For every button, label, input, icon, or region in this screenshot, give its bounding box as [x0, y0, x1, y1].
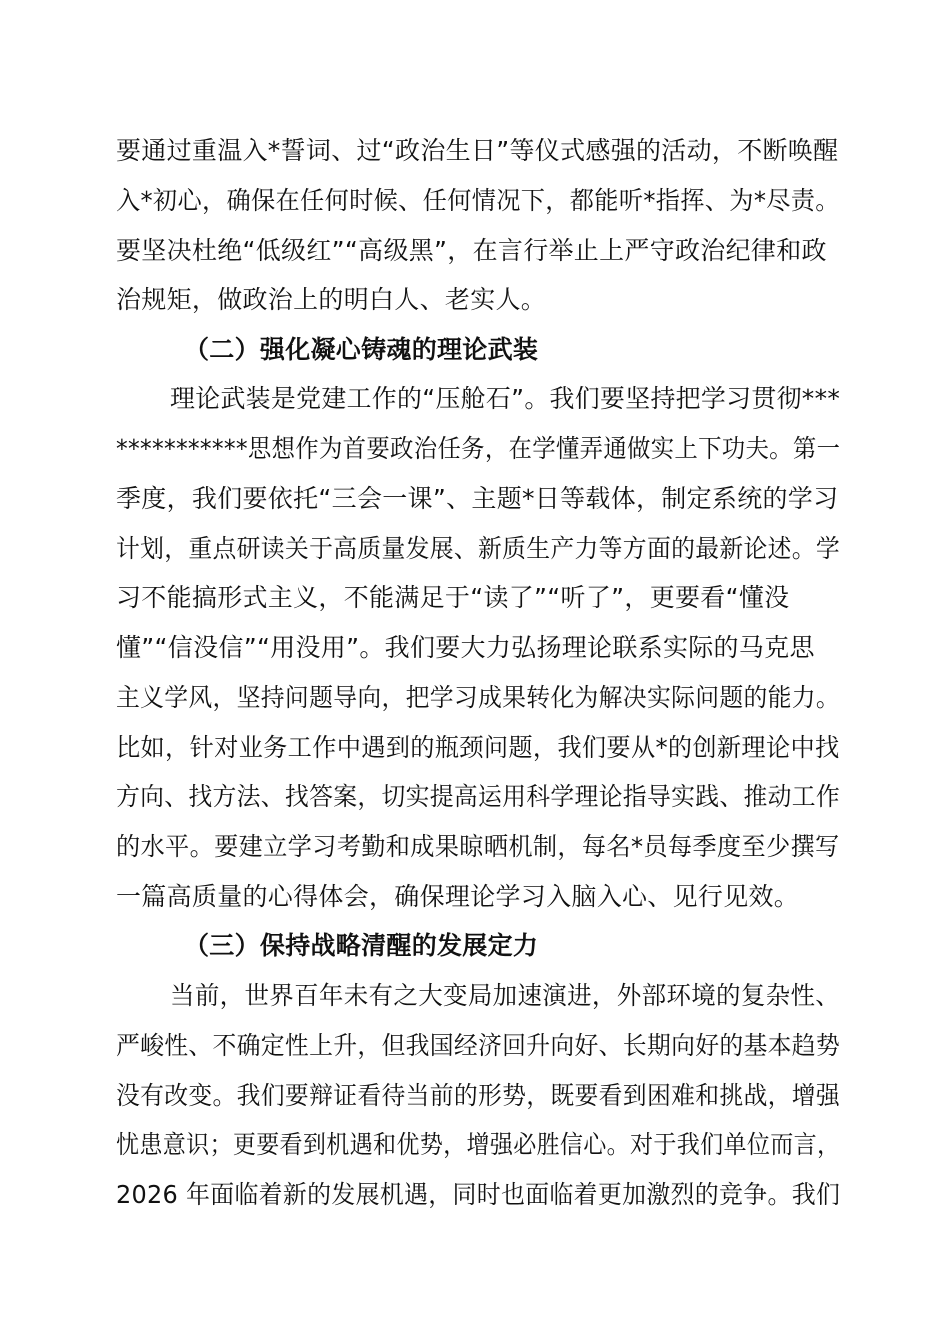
- body-text-line: 2026 年面临着新的发展机遇，同时也面临着更加激烈的竞争。我们: [116, 1180, 841, 1209]
- body-text-line: 当前，世界百年未有之大变局加速演进，外部环境的复杂性、: [170, 981, 841, 1010]
- body-text-line: 要坚决杜绝“低级红”“高级黑”，在言行举止上严守政治纪律和政: [116, 236, 827, 265]
- body-text-line: 治规矩，做政治上的明白人、老实人。: [116, 285, 547, 314]
- body-text-line: 要通过重温入*誓词、过“政治生日”等仪式感强的活动，不断唤醒: [116, 136, 839, 165]
- body-text-line: 计划，重点研读关于高质量发展、新质生产力等方面的最新论述。学: [116, 534, 841, 563]
- body-text-line: 入*初心，确保在任何时候、任何情况下，都能听*指挥、为*尽责。: [116, 186, 840, 215]
- body-text-line: ***********思想作为首要政治任务，在学懂弄通做实上下功夫。第一: [116, 434, 841, 463]
- body-text-line: 忧患意识；更要看到机遇和优势，增强必胜信心。对于我们单位而言，: [116, 1130, 841, 1159]
- section-heading: （二）强化凝心铸魂的理论武装: [184, 335, 539, 364]
- body-text-line: 理论武装是党建工作的“压舱石”。我们要坚持把学习贯彻***: [170, 384, 841, 413]
- body-text-line: 方向、找方法、找答案，切实提高运用科学理论指导实践、推动工作: [116, 782, 841, 811]
- body-text-line: 习不能搞形式主义，不能满足于“读了”“听了”，更要看“懂没: [116, 583, 790, 612]
- body-text-line: 季度，我们要依托“三会一课”、主题*日等载体，制定系统的学习: [116, 484, 839, 513]
- body-text-line: 没有改变。我们要辩证看待当前的形势，既要看到困难和挑战，增强: [116, 1081, 841, 1110]
- body-text-line: 的水平。要建立学习考勤和成果晾晒机制，每名*员每季度至少撰写: [116, 832, 840, 861]
- body-text-line: 严峻性、不确定性上升，但我国经济回升向好、长期向好的基本趋势: [116, 1031, 841, 1060]
- body-text-line: 比如，针对业务工作中遇到的瓶颈问题，我们要从*的创新理论中找: [116, 733, 840, 762]
- body-text-line: 懂”“信没信”“用没用”。我们要大力弘扬理论联系实际的马克思: [116, 633, 815, 662]
- body-text-line: 主义学风，坚持问题导向，把学习成果转化为解决实际问题的能力。: [116, 683, 841, 712]
- body-text-line: 一篇高质量的心得体会，确保理论学习入脑入心、见行见效。: [116, 882, 800, 911]
- section-heading: （三）保持战略清醒的发展定力: [184, 931, 539, 960]
